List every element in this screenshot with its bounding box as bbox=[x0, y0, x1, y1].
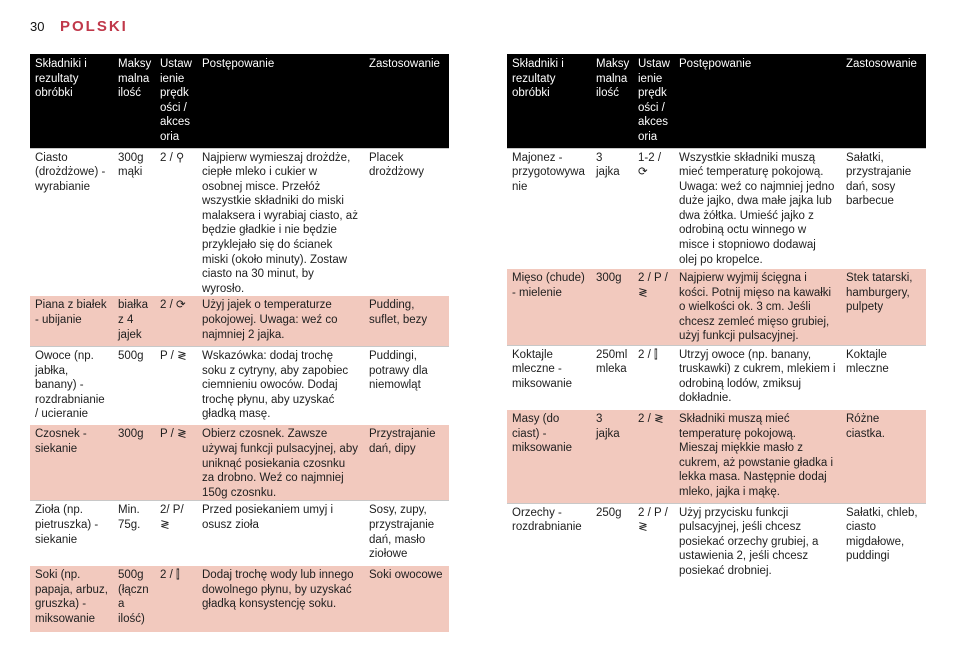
cell-max: 500g bbox=[113, 346, 155, 425]
cell-use: Koktajle mleczne bbox=[841, 345, 926, 410]
cell-procedure: Utrzyj owoce (np. banany, truskawki) z cukrem, mlekiem i odrobiną lodów, zmiksuj dokładnie. bbox=[674, 345, 841, 410]
table-row bbox=[30, 296, 449, 346]
col-header-max: Maksy malna ilość bbox=[591, 54, 633, 148]
cell-procedure: Składniki muszą mieć temperaturę pokojową. Mieszaj miękkie masło z cukrem, aż powstanie gładka i lekka masa. Następnie dodaj mleko, jajka i mąkę. bbox=[674, 410, 841, 503]
cell-setting: 1-2 / ⟳ bbox=[633, 148, 674, 269]
col-header-ingredient: Składniki i rezultaty obróbki bbox=[30, 54, 113, 148]
cell-max: 300g bbox=[591, 269, 633, 345]
table-row bbox=[507, 503, 926, 583]
cell-use: Sałatki, chleb, ciasto migdałowe, puddingi bbox=[841, 503, 926, 583]
cell-ingredient: Zioła (np. pietruszka) - siekanie bbox=[30, 501, 113, 566]
cell-ingredient: Soki (np. papaja, arbuz, gruszka) - miksowanie bbox=[30, 566, 113, 632]
col-header-use: Zastosowanie bbox=[841, 54, 926, 148]
cell-use: Przystrajanie dań, dipy bbox=[364, 425, 449, 500]
cell-use: Sosy, zupy, przystrajanie dań, masło ziołowe bbox=[364, 501, 449, 566]
cell-setting: 2 / ⫿ bbox=[633, 345, 674, 410]
table-row bbox=[507, 148, 926, 269]
page-header bbox=[30, 18, 128, 35]
cell-use: Puddingi, potrawy dla niemowląt bbox=[364, 346, 449, 425]
col-header-procedure: Postępowanie bbox=[197, 54, 364, 148]
table-row bbox=[507, 269, 926, 345]
table-row bbox=[30, 148, 449, 296]
table-row bbox=[507, 345, 926, 410]
table-row bbox=[30, 566, 449, 632]
recipe-table-right bbox=[507, 54, 926, 583]
col-header-setting: Ustaw ienie prędk ości / akces oria bbox=[155, 54, 197, 148]
cell-max: 500g (łączn a ilość) bbox=[113, 566, 155, 632]
page-number: 30 bbox=[30, 19, 45, 34]
cell-ingredient: Majonez - przygotowywa nie bbox=[507, 148, 591, 269]
cell-max: 250ml mleka bbox=[591, 345, 633, 410]
cell-ingredient: Ciasto (drożdżowe) - wyrabianie bbox=[30, 148, 113, 296]
col-header-ingredient: Składniki i rezultaty obróbki bbox=[507, 54, 591, 148]
cell-setting: 2 / ≷ bbox=[633, 410, 674, 503]
cell-setting: 2 / ⟳ bbox=[155, 296, 197, 346]
cell-max: 3 jajka bbox=[591, 410, 633, 503]
cell-ingredient: Piana z białek - ubijanie bbox=[30, 296, 113, 346]
cell-setting: 2 / ⫿ bbox=[155, 566, 197, 632]
table-header-row bbox=[507, 54, 926, 148]
cell-max: 300g bbox=[113, 425, 155, 500]
cell-procedure: Najpierw wyjmij ścięgna i kości. Potnij mięso na kawałki o wielkości ok. 3 cm. Jeśli chcesz zemleć mięso grubiej, użyj funkcji pulsacyjnej. bbox=[674, 269, 841, 345]
cell-setting: 2 / P / ≷ bbox=[633, 503, 674, 583]
cell-ingredient: Orzechy - rozdrabnianie bbox=[507, 503, 591, 583]
col-header-setting: Ustaw ienie prędk ości / akces oria bbox=[633, 54, 674, 148]
recipe-table-left bbox=[30, 54, 449, 632]
cell-procedure: Najpierw wymieszaj drożdże, ciepłe mleko i cukier w osobnej misce. Przełóż wszystkie składniki do miski malaksera i wyrabiaj ciasto, aż będzie gładkie i nie będzie przyklejało się do ścianek miski (około minuty). Zostaw ciasto na 30 minut, by wyrosło. bbox=[197, 148, 364, 296]
table-header-row bbox=[30, 54, 449, 148]
cell-use: Placek drożdżowy bbox=[364, 148, 449, 296]
cell-max: 3 jajka bbox=[591, 148, 633, 269]
cell-procedure: Użyj jajek o temperaturze pokojowej. Uwaga: weź co najmniej 2 jajka. bbox=[197, 296, 364, 346]
cell-use: Pudding, suflet, bezy bbox=[364, 296, 449, 346]
cell-max: białka z 4 jajek bbox=[113, 296, 155, 346]
cell-procedure: Wskazówka: dodaj trochę soku z cytryny, aby zapobiec ciemnieniu owoców. Dodaj trochę płynu, aby uzyskać gładką masę. bbox=[197, 346, 364, 425]
language-title: POLSKI bbox=[60, 18, 128, 35]
cell-setting: P / ≷ bbox=[155, 346, 197, 425]
cell-use: Różne ciastka. bbox=[841, 410, 926, 503]
cell-ingredient: Masy (do ciast) - miksowanie bbox=[507, 410, 591, 503]
cell-use: Stek tatarski, hamburgery, pulpety bbox=[841, 269, 926, 345]
cell-procedure: Przed posiekaniem umyj i osusz zioła bbox=[197, 501, 364, 566]
cell-use: Sałatki, przystrajanie dań, sosy barbecue bbox=[841, 148, 926, 269]
cell-procedure: Wszystkie składniki muszą mieć temperaturę pokojową. Uwaga: weź co najmniej jedno duże jajko, dwa małe jajka lub dwa żółtka. Umieść jajko z odrobiną octu winnego w misce i stopniowo dodawaj olej po kropelce. bbox=[674, 148, 841, 269]
table-row bbox=[30, 501, 449, 566]
cell-setting: 2 / P / ≷ bbox=[633, 269, 674, 345]
cell-procedure: Użyj przycisku funkcji pulsacyjnej, jeśli chcesz posiekać orzechy grubiej, a ustawienia 2, jeśli chcesz posiekać drobniej. bbox=[674, 503, 841, 583]
cell-ingredient: Czosnek - siekanie bbox=[30, 425, 113, 500]
table-row bbox=[30, 346, 449, 425]
col-header-max: Maksy malna ilość bbox=[113, 54, 155, 148]
cell-use: Soki owocowe bbox=[364, 566, 449, 632]
cell-setting: 2/ P/ ≷ bbox=[155, 501, 197, 566]
cell-procedure: Obierz czosnek. Zawsze używaj funkcji pulsacyjnej, aby uniknąć posiekania czosnku za drobno. Weź co najmniej 150g czosnku. bbox=[197, 425, 364, 500]
cell-setting: P / ≷ bbox=[155, 425, 197, 500]
col-header-use: Zastosowanie bbox=[364, 54, 449, 148]
table-row bbox=[30, 425, 449, 500]
cell-ingredient: Owoce (np. jabłka, banany) - rozdrabnianie / ucieranie bbox=[30, 346, 113, 425]
table-row bbox=[507, 410, 926, 503]
cell-ingredient: Mięso (chude) - mielenie bbox=[507, 269, 591, 345]
cell-procedure: Dodaj trochę wody lub innego dowolnego płynu, by uzyskać gładką konsystencję soku. bbox=[197, 566, 364, 632]
cell-max: Min. 75g. bbox=[113, 501, 155, 566]
cell-ingredient: Koktajle mleczne - miksowanie bbox=[507, 345, 591, 410]
cell-max: 300g mąki bbox=[113, 148, 155, 296]
col-header-procedure: Postępowanie bbox=[674, 54, 841, 148]
cell-max: 250g bbox=[591, 503, 633, 583]
cell-setting: 2 / ⚲ bbox=[155, 148, 197, 296]
